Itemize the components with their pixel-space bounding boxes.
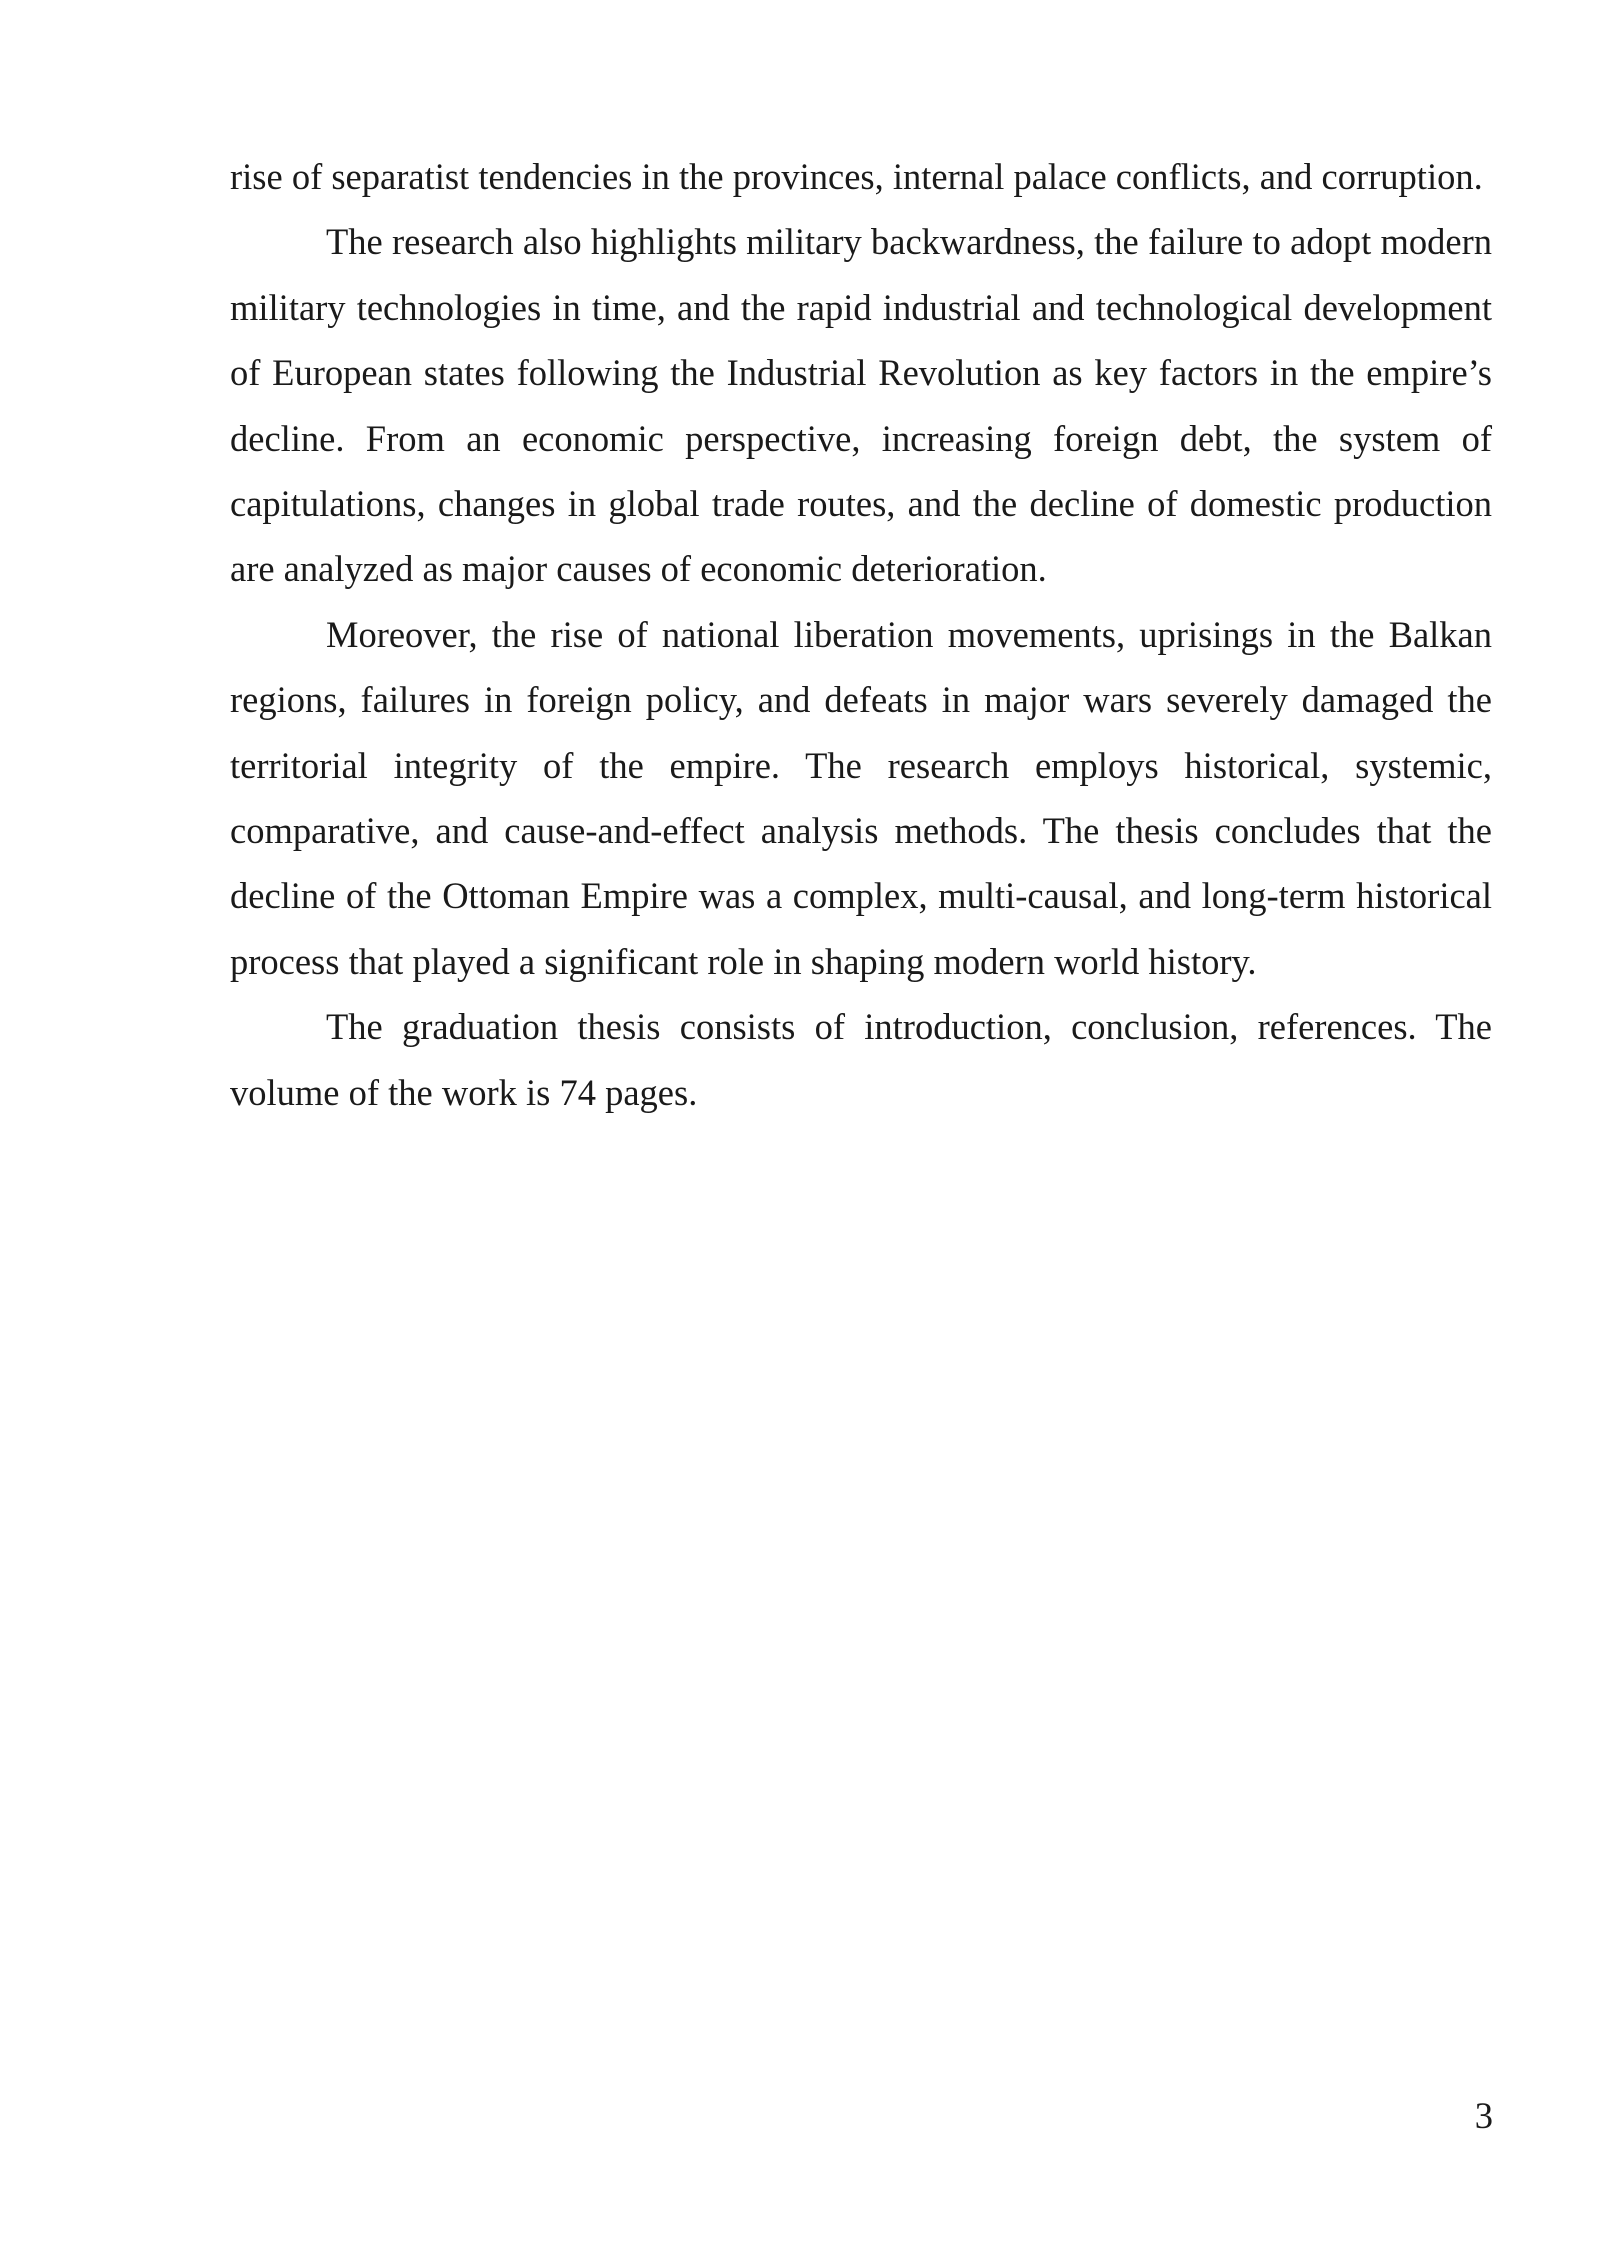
paragraph-military-economic-factors: The research also highlights military backwardness, the failure to adopt modern military technologies in time, and the rapid industrial and technological development of European states following the Industrial Revolution as key factors in the empire’s decline. From an economic perspective, increasing foreign debt, the system of capitulations, changes in global trade routes, and the decline of domestic production are analyzed as major causes of economic deterioration. <box>230 221 1492 590</box>
paragraph-national-movements-conclusion: Moreover, the rise of national liberation movements, uprisings in the Balkan regions, failures in foreign policy, and defeats in major wars severely damaged the territorial integrity of the empire. The research employs historical, systemic, comparative, and cause-and-effect analysis methods. The thesis concludes that the decline of the Ottoman Empire was a complex, multi-causal, and long-term historical process that played a significant role in shaping modern world history. <box>230 613 1492 982</box>
page-number: 3 <box>1474 2095 1493 2136</box>
body-text <box>230 144 1492 1125</box>
paragraph-continuation: rise of separatist tendencies in the provinces, internal palace conflicts, and corruption. <box>230 156 1483 197</box>
paragraph-thesis-structure: The graduation thesis consists of introduction, conclusion, references. The volume of the work is 74 pages. <box>230 1006 1492 1113</box>
